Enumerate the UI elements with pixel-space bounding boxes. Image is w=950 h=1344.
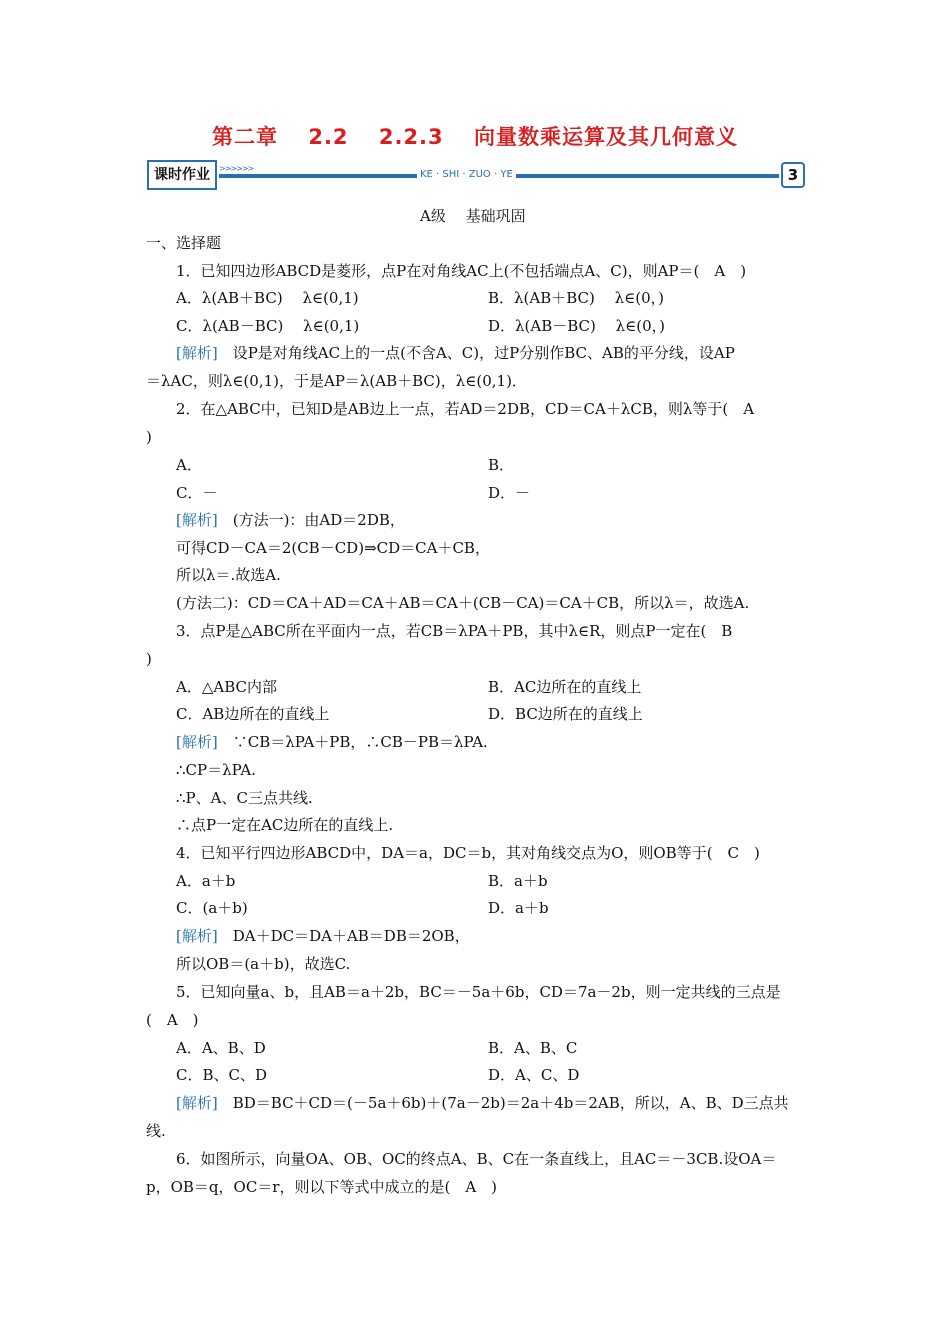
q3-option-b: B．AC边所在的直线上 (488, 678, 642, 696)
q3-solution-text: ∵CB＝λPA＋PB，∴CB－PB＝λPA. (217, 733, 488, 751)
q4-solution-line (176, 926, 470, 946)
q5-option-c: C．B、C、D (176, 1066, 268, 1084)
q2-option-a: A． (176, 456, 202, 474)
q5-stem-end: ( A ) (146, 1011, 199, 1029)
q2-solution-line3: 所以λ＝.故选A. (176, 566, 281, 584)
q2-stem-end: ) (146, 428, 152, 446)
q4-option-a: A．a＋b (176, 872, 236, 890)
q3-solution-line3: ∴P、A、C三点共线. (176, 789, 313, 807)
q3-stem-end: ) (146, 650, 152, 668)
homework-banner (147, 158, 807, 192)
q1-option-a: A．λ(AB＋BC) λ∈(0,1) (176, 289, 359, 307)
q3-option-a: A．△ABC内部 (176, 678, 277, 696)
banner-arrows: >>>>>> (219, 164, 254, 173)
q4-solution-line2: 所以OB＝(a＋b)，故选C. (176, 955, 351, 973)
q1-solution-line (176, 343, 735, 363)
q1-solution-text: 设P是对角线AC上的一点(不含A、C)，过P分别作BC、AB的平分线，设AP (217, 344, 735, 362)
q3-option-d: D．BC边所在的直线上 (488, 705, 643, 723)
q1-stem: 1．已知四边形ABCD是菱形，点P在对角线AC上(不包括端点A、C)，则AP＝( A ) (176, 262, 747, 280)
q3-solution-line (176, 732, 488, 752)
q6-stem: 6．如图所示，向量OA、OB、OC的终点A、B、C在一条直线上，且AC＝－3CB.设OA＝ (176, 1150, 777, 1168)
q1-analysis-tag: [解析] (176, 344, 218, 362)
q5-option-d: D．A、C、D (488, 1066, 580, 1084)
q2-analysis-tag: [解析] (176, 511, 218, 529)
level-heading: A级 基础巩固 (420, 207, 526, 225)
banner-pinyin: KE · SHI · ZUO · YE (417, 169, 516, 180)
q2-solution-text: (方法一)：由AD＝2DB， (217, 511, 405, 529)
q1-solution-line2: ＝λAC，则λ∈(0,1)，于是AP＝λ(AB＋BC)，λ∈(0,1)． (146, 372, 527, 390)
q3-analysis-tag: [解析] (176, 733, 218, 751)
q4-analysis-tag: [解析] (176, 927, 218, 945)
q3-option-c: C．AB边所在的直线上 (176, 705, 330, 723)
q6-stem-end: p，OB＝q，OC＝r，则以下等式中成立的是( A ) (146, 1178, 498, 1196)
q4-option-b: B．a＋b (488, 872, 548, 890)
q5-analysis-tag: [解析] (176, 1094, 218, 1112)
q4-option-d: D．a＋b (488, 899, 549, 917)
section-heading: 一、选择题 (146, 234, 222, 252)
q5-option-a: A．A、B、D (176, 1039, 266, 1057)
q2-option-d: D．－ (488, 484, 531, 502)
q5-solution-text: BD＝BC＋CD＝(－5a＋6b)＋(7a－2b)＝2a＋4b＝2AB，所以，A、B、D三点共 (217, 1094, 789, 1112)
q2-solution-line (176, 510, 405, 530)
q3-solution-line4: ∴点P一定在AC边所在的直线上. (176, 816, 394, 834)
q5-solution-line (176, 1093, 789, 1113)
q4-stem: 4．已知平行四边形ABCD中，DA＝a，DC＝b，其对角线交点为O，则OB等于( C ) (176, 844, 760, 862)
banner-number: 3 (781, 162, 805, 188)
q4-option-c: C．(a＋b) (176, 899, 248, 917)
q5-option-b: B．A、B、C (488, 1039, 578, 1057)
banner-label: 课时作业 (147, 160, 217, 190)
q2-stem: 2．在△ABC中，已知D是AB边上一点，若AD＝2DB，CD＝CA＋λCB，则λ等于( A (176, 400, 755, 418)
q1-option-d: D．λ(AB－BC) λ∈(0，) (488, 317, 665, 335)
q1-option-b: B．λ(AB＋BC) λ∈(0，) (488, 289, 664, 307)
q2-solution-line2: 可得CD－CA＝2(CB－CD)⇒CD＝CA＋CB， (176, 539, 490, 557)
q3-stem: 3．点P是△ABC所在平面内一点，若CB＝λPA＋PB，其中λ∈R，则点P一定在( B (176, 622, 733, 640)
q2-option-b: B． (488, 456, 515, 474)
q2-solution-line4: (方法二)：CD＝CA＋AD＝CA＋AB＝CA＋(CB－CA)＝CA＋CB，所以λ＝，故选A. (176, 594, 750, 612)
q5-solution-line2: 线. (146, 1122, 166, 1140)
q4-solution-text: DA＋DC＝DA＋AB＝DB＝2OB， (217, 927, 470, 945)
q3-solution-line2: ∴CP＝λPA. (176, 761, 256, 779)
page-title: 第二章 2.2 2.2.3 向量数乘运算及其几何意义 (212, 125, 738, 149)
q5-stem: 5．已知向量a、b，且AB＝a＋2b，BC＝－5a＋6b，CD＝7a－2b，则一定共线的三点是 (176, 983, 781, 1001)
q1-option-c: C．λ(AB－BC) λ∈(0,1) (176, 317, 360, 335)
q2-option-c: C．－ (176, 484, 218, 502)
